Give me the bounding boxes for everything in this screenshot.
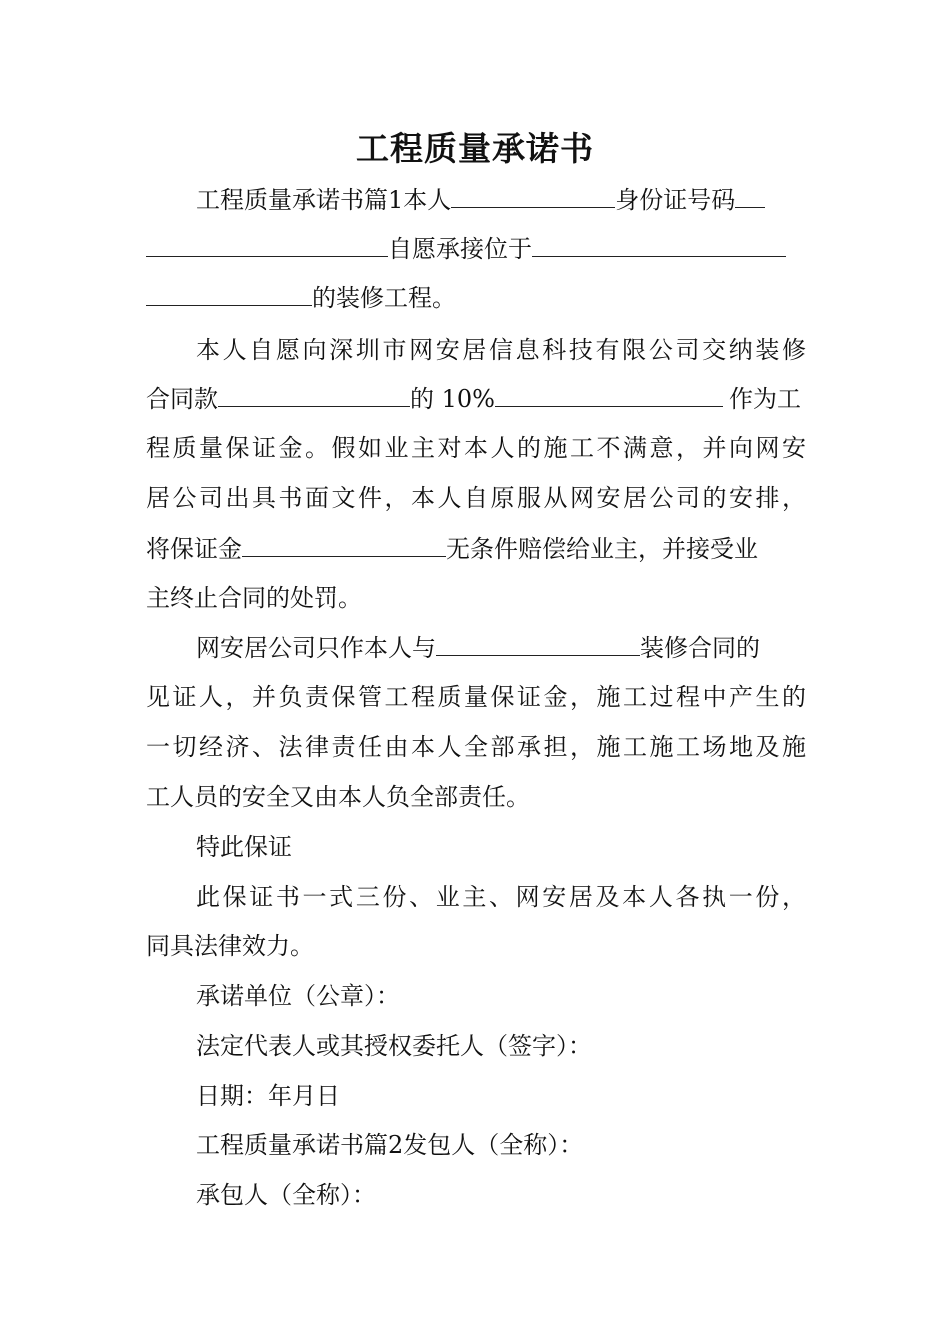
guarantee-statement: 特此保证 bbox=[196, 833, 292, 861]
signature-line: 法定代表人或其授权委托人（签字）： bbox=[196, 1032, 592, 1060]
id-number-blank-start[interactable] bbox=[735, 185, 765, 208]
paragraph-1-line-1: 工程质量承诺书篇1本人 身份证号码 bbox=[196, 183, 765, 217]
paragraph-2-line-6: 主终止合同的处罚。 bbox=[146, 584, 362, 612]
paragraph-2-line-4: 居公司出具书面文件，本人自原服从网安居公司的安排， bbox=[146, 484, 806, 512]
name-blank[interactable] bbox=[451, 185, 615, 208]
contract-amount-blank[interactable] bbox=[218, 384, 410, 407]
date-line: 日期：年月日 bbox=[196, 1082, 340, 1110]
deposit-blank[interactable] bbox=[242, 534, 446, 557]
location-blank-continued[interactable] bbox=[146, 283, 312, 306]
paragraph-2-line-2: 合同款 的 10% 作为工 bbox=[146, 385, 801, 413]
employer-line: 工程质量承诺书篇2发包人（全称）： bbox=[196, 1131, 584, 1159]
document-title: 工程质量承诺书 bbox=[356, 129, 594, 168]
paragraph-1-line-2: 自愿承接位于 bbox=[146, 232, 786, 266]
paragraph-3-line-2: 见证人，并负责保管工程质量保证金，施工过程中产生的 bbox=[146, 683, 806, 711]
paragraph-2-line-1: 本人自愿向深圳市网安居信息科技有限公司交纳装修 bbox=[196, 336, 806, 364]
paragraph-5-line-2: 同具法律效力。 bbox=[146, 932, 314, 960]
id-number-blank[interactable] bbox=[146, 234, 388, 257]
paragraph-5-line-1: 此保证书一式三份、业主、网安居及本人各执一份， bbox=[196, 883, 806, 911]
paragraph-1-line-3: 的装修工程。 bbox=[146, 281, 456, 315]
contractor-line: 承包人（全称）： bbox=[196, 1181, 376, 1209]
paragraph-2-line-5: 将保证金 无条件赔偿给业主，并接受业 bbox=[146, 535, 758, 563]
deposit-amount-blank[interactable] bbox=[495, 384, 723, 407]
seal-line: 承诺单位（公章）： bbox=[196, 982, 400, 1010]
paragraph-3-line-4: 工人员的安全又由本人负全部责任。 bbox=[146, 783, 530, 811]
paragraph-2-line-3: 程质量保证金。假如业主对本人的施工不满意，并向网安 bbox=[146, 434, 806, 462]
paragraph-3-line-1: 网安居公司只作本人与 装修合同的 bbox=[196, 634, 760, 662]
paragraph-3-line-3: 一切经济、法律责任由本人全部承担，施工施工场地及施 bbox=[146, 733, 806, 761]
party-blank[interactable] bbox=[436, 633, 640, 656]
location-blank[interactable] bbox=[532, 234, 786, 257]
